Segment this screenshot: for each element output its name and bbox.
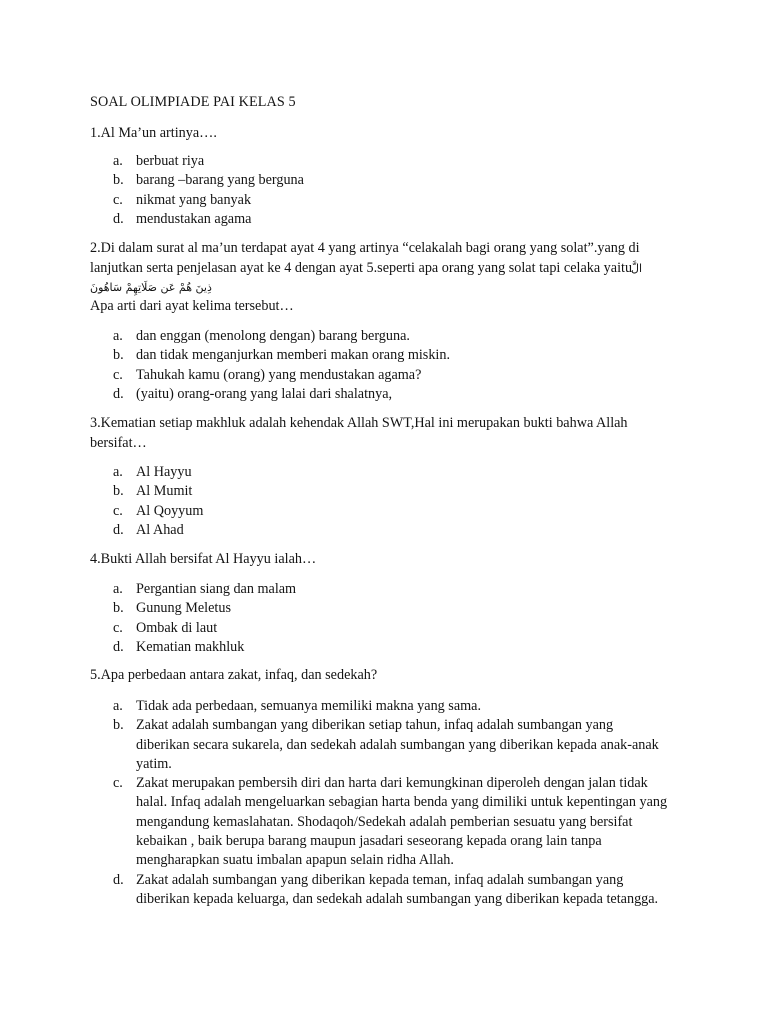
option-text: mendustakan agama — [136, 210, 252, 227]
option-letter: b. — [113, 347, 124, 364]
option-text: Zakat adalah sumbangan yang diberikan kepada teman, infaq adalah sumbangan yang diberikan kepada keluarga, dan sedekah adalah sumbangan yang diberikan kepada tetangga. — [136, 871, 659, 907]
option-text: Ombak di laut — [136, 619, 218, 636]
document-title: SOAL OLIMPIADE PAI KELAS 5 — [90, 94, 296, 110]
option-letter: b. — [113, 717, 124, 734]
option-item — [113, 619, 296, 638]
option-text: Pergantian siang dan malam — [136, 581, 297, 597]
option-letter: b. — [113, 172, 124, 189]
option-text: Tidak ada perbedaan, semuanya memiliki makna yang sama. — [136, 698, 481, 714]
option-letter: d. — [113, 638, 124, 655]
option-item — [113, 871, 669, 910]
stem-line: lanjutkan serta penjelasan ayat ke 4 dengan ayat 5.seperti apa orang yang solat tapi celaka yaitu — [90, 259, 633, 276]
option-text: Al Qoyyum — [136, 502, 204, 519]
option-letter: c. — [113, 366, 123, 383]
option-text: dan enggan (menolong dengan) barang berguna. — [136, 328, 410, 344]
option-item — [113, 502, 203, 521]
option-item — [113, 366, 450, 385]
option-item — [113, 599, 296, 618]
option-item — [113, 327, 450, 346]
option-letter: d. — [113, 521, 124, 538]
option-item — [113, 346, 450, 365]
option-text: Zakat merupakan pembersih diri dan harta dari kemungkinan diperoleh dengan jalan tidak halal. Infaq adalah mengeluarkan sebagian harta benda yang dimiliki untuk kepentingan yang mengandung kemaslahatan. Shodaqoh/Sedekah adalah pemberian sesuatu yang bersifat kebaikan , baik berupa barang maupun jasadari seseorang kepada orang lain tanpa mengharapkan suatu imbalan apapun selain ridha Allah. — [136, 775, 668, 869]
stem-line: bersifat… — [90, 434, 147, 451]
question-5-options — [113, 697, 669, 909]
question-1-stem: 1.Al Ma’un artinya…. — [90, 125, 217, 141]
question-3-stem — [90, 414, 690, 453]
question-3-options — [113, 463, 203, 540]
option-text: Kematian makhluk — [136, 638, 245, 655]
option-item — [113, 521, 203, 540]
option-letter: c. — [113, 619, 123, 636]
option-letter: c. — [113, 502, 123, 519]
option-text: Al Hayyu — [136, 464, 192, 480]
option-letter: a. — [113, 153, 123, 169]
option-letter: a. — [113, 581, 123, 597]
option-item — [113, 774, 669, 870]
option-letter: d. — [113, 385, 124, 402]
option-item — [113, 638, 296, 657]
arabic-verse: ذِينَ هُمْ عَن صَلَاتِهِمْ سَاهُونَ — [90, 281, 212, 294]
option-text: Tahukah kamu (orang) yang mendustakan agama? — [136, 366, 422, 383]
option-text: Al Ahad — [136, 521, 184, 538]
option-text: berbuat riya — [136, 153, 205, 169]
option-text: dan tidak menganjurkan memberi makan orang miskin. — [136, 347, 451, 364]
option-item — [113, 152, 304, 171]
question-2-options — [113, 327, 450, 404]
option-letter: b. — [113, 600, 124, 617]
option-letter: c. — [113, 191, 123, 208]
option-letter: a. — [113, 464, 123, 480]
option-item — [113, 716, 669, 774]
question-4-stem: 4.Bukti Allah bersifat Al Hayyu ialah… — [90, 551, 317, 567]
stem-line: 3.Kematian setiap makhluk adalah kehendak Allah SWT,Hal ini merupakan bukti bahwa Allah — [90, 415, 628, 431]
question-2-stem — [90, 239, 690, 278]
option-text: (yaitu) orang-orang yang lalai dari shalatnya, — [136, 385, 393, 402]
option-item — [113, 697, 669, 716]
arabic-verse-fragment: الَّ — [631, 262, 643, 275]
stem-line: 2.Di dalam surat al ma’un terdapat ayat 4 yang artinya “celakalah bagi orang yang solat”.yang di — [90, 240, 640, 256]
option-item — [113, 210, 304, 229]
option-item — [113, 171, 304, 190]
question-1-options — [113, 152, 304, 229]
question-4-options — [113, 580, 296, 657]
option-text: Zakat adalah sumbangan yang diberikan setiap tahun, infaq adalah sumbangan yang diberikan secara sukarela, dan sedekah adalah sumbangan yang diberikan kepada anak-anak yatim. — [136, 717, 659, 772]
option-item — [113, 191, 304, 210]
option-letter: a. — [113, 328, 123, 344]
option-letter: a. — [113, 698, 123, 714]
question-2-subquestion: Apa arti dari ayat kelima tersebut… — [90, 298, 294, 314]
option-item — [113, 463, 203, 482]
option-item — [113, 580, 296, 599]
option-item — [113, 482, 203, 501]
question-5-stem: 5.Apa perbedaan antara zakat, infaq, dan sedekah? — [90, 667, 378, 683]
option-letter: b. — [113, 483, 124, 500]
option-item — [113, 385, 450, 404]
option-text: nikmat yang banyak — [136, 191, 252, 208]
option-text: barang –barang yang berguna — [136, 172, 304, 189]
option-text: Gunung Meletus — [136, 600, 231, 617]
option-letter: d. — [113, 871, 124, 888]
option-letter: d. — [113, 210, 124, 227]
option-text: Al Mumit — [136, 483, 193, 500]
option-letter: c. — [113, 775, 123, 792]
